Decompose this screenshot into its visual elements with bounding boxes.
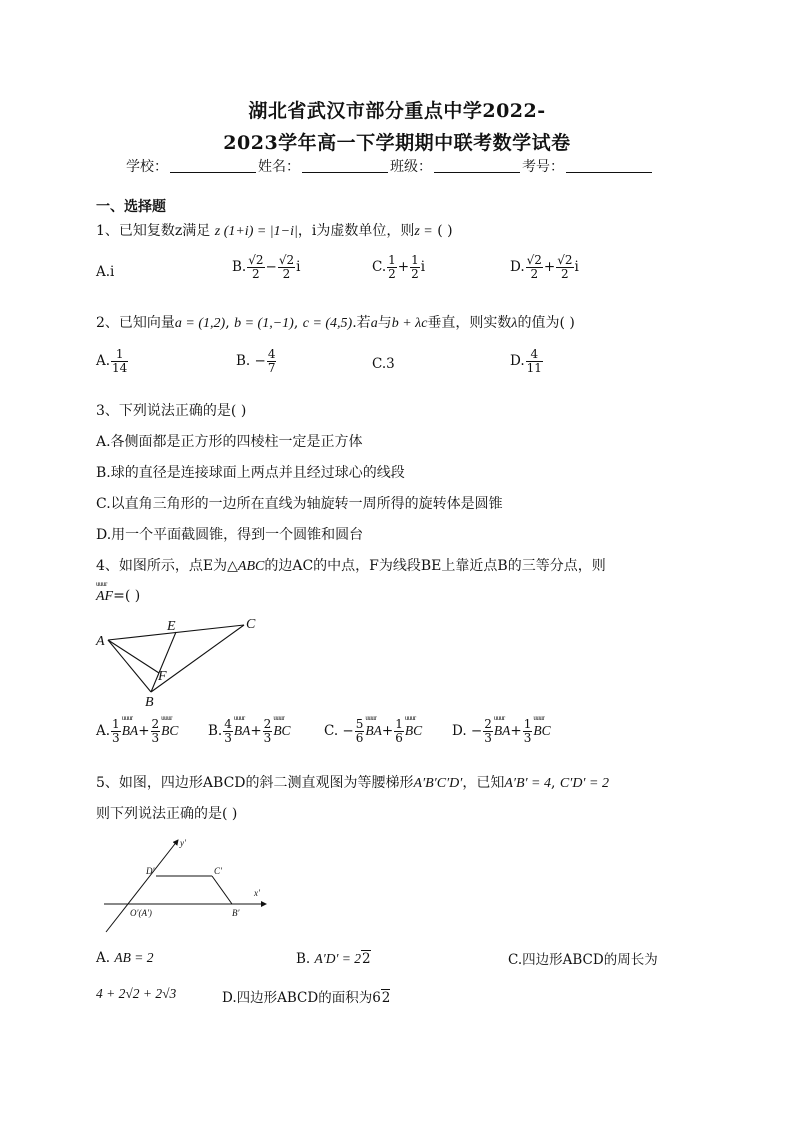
q1-paren: ( ): [437, 223, 453, 239]
q5-option-a[interactable]: [96, 950, 153, 966]
q2-text-c: 与: [377, 315, 392, 331]
label-d: D′: [146, 866, 155, 876]
q2-option-d-label: D.: [510, 353, 525, 369]
numerator: 1: [411, 253, 419, 267]
q4-stem: [96, 555, 606, 575]
numerator: √2: [248, 253, 264, 267]
q5-stem: 5、如图，四边形ABCD的斜二测直观图为等腰梯形A′B′C′D′，已知A′B′ = 4, C′D′ = 2: [96, 775, 609, 791]
q4-option-d[interactable]: [452, 718, 551, 745]
denominator: 2: [252, 267, 260, 281]
q3-option-c[interactable]: C.以直角三角形的一边所在直线为轴旋转一周所得的旋转体是圆锥: [96, 496, 503, 512]
q2-b-plus-lambda-c: b + λc: [391, 316, 428, 331]
title-line2: 2023学年高一下学期期中联考数学试卷: [223, 132, 571, 154]
q5-text-b: ，已知: [462, 775, 505, 791]
minus-sign: −: [265, 259, 277, 275]
vector-bc: uuur BC: [273, 723, 290, 739]
denominator: 3: [484, 731, 492, 745]
numerator: 4: [526, 348, 543, 362]
q5-perimeter-expr: 4 + 2√2 + 2√3: [96, 986, 177, 1001]
denominator: 3: [523, 731, 532, 745]
denominator: 2: [561, 267, 569, 281]
q4-option-a[interactable]: [96, 718, 178, 745]
q5-option-c-expr: [96, 986, 176, 1002]
q4-option-b[interactable]: [208, 718, 291, 745]
q2-option-a-label: A.: [96, 353, 111, 369]
q2-vector-c: c = (4,5): [302, 316, 353, 331]
q2-option-c[interactable]: C.3: [372, 356, 395, 372]
denominator: 6: [395, 731, 403, 745]
denominator: 3: [263, 731, 272, 745]
q4-stem-line2: [96, 588, 140, 605]
name-label: 姓名：: [258, 159, 300, 175]
q4-option-c-label: C. −: [324, 723, 354, 739]
q5-option-d[interactable]: [222, 986, 390, 1006]
q1-option-c[interactable]: [372, 254, 425, 281]
label-c: C: [246, 617, 256, 632]
q5-option-c[interactable]: C.四边形ABCD的周长为: [508, 952, 658, 968]
denominator: 14: [112, 361, 128, 375]
segment-af: [108, 640, 159, 673]
vector-ba: uuur BA: [234, 723, 251, 739]
q1-text-a: 1、已知复数z满足: [96, 223, 211, 239]
numerator: 1: [523, 717, 532, 731]
numerator: 4: [267, 347, 276, 361]
q1-option-d[interactable]: [510, 254, 579, 281]
q5-option-a-label: A.: [96, 950, 111, 966]
q2-text-b: .若: [352, 315, 371, 331]
y-axis: [106, 840, 178, 932]
q5-ab: A′B′ = 4: [504, 776, 552, 791]
q2-option-a[interactable]: [96, 348, 129, 375]
denominator: 2: [411, 267, 419, 281]
label-o: O′(A′): [130, 908, 152, 918]
edge-cb: [212, 876, 232, 904]
q2-stem: 2、已知向量a = (1,2), b = (1,−1), c = (4,5).若a与b + λc垂直，则实数λ的值为( ): [96, 315, 575, 331]
q4-text-a: 4、如图所示，点E为: [96, 558, 228, 574]
label-b: B: [145, 695, 154, 708]
q5-trapezoid: A′B′C′D′: [413, 776, 463, 791]
numerator: 5: [355, 717, 364, 731]
denominator: 2: [530, 267, 539, 281]
q4-text-c: =( ): [113, 588, 141, 604]
q2-text-d: 垂直，则实数: [427, 315, 512, 331]
label-f: F: [158, 669, 167, 684]
q4-text-b: 的边AC的中点，F为线段BE上靠近点B的三等分点，则: [264, 558, 606, 574]
vector-ba: uuur BA: [365, 723, 382, 739]
q2-option-b[interactable]: [236, 348, 277, 375]
class-label: 班级：: [390, 159, 432, 175]
numerator: 2: [263, 717, 272, 731]
vector-ba: uuur BA: [122, 723, 139, 739]
denominator: 11: [526, 361, 542, 375]
vector-ba: uuur BA: [494, 723, 511, 739]
vector-bc: uuur BC: [533, 723, 550, 739]
q5-trapezoid-figure: [100, 836, 272, 936]
q2-vector-a: a = (1,2): [174, 316, 226, 331]
q5-option-a-expr: AB = 2: [114, 950, 154, 965]
q4-vector-af: uuur AF: [96, 589, 113, 605]
numerator: 4: [224, 717, 232, 731]
label-x: x′: [254, 888, 260, 898]
name-field[interactable]: [302, 158, 388, 173]
q1-stem: [96, 220, 453, 240]
denominator: 3: [224, 731, 232, 745]
title-line1: 湖北省武汉市部分重点中学2022-: [248, 100, 546, 122]
denominator: 2: [282, 267, 291, 281]
q5-option-b[interactable]: [296, 950, 371, 967]
label-e: E: [167, 619, 176, 634]
q2-text-a: 2、已知向量: [96, 315, 175, 331]
plus-sign: +: [381, 723, 394, 739]
imag-unit: i: [420, 259, 426, 275]
denominator: 6: [355, 731, 364, 745]
plus-sign: +: [138, 723, 150, 739]
numerator: √2: [526, 253, 542, 267]
q4-option-c[interactable]: [324, 718, 422, 745]
q4-triangle-figure: [94, 612, 274, 708]
q3-option-a[interactable]: A.各侧面都是正方形的四棱柱一定是正方体: [96, 434, 363, 450]
school-field[interactable]: [170, 158, 256, 173]
school-label: 学校：: [126, 159, 168, 175]
q4-triangle: △ABC: [227, 559, 265, 574]
label-b: B′: [232, 908, 240, 918]
q1-text-b: ，i为虚数单位，则: [297, 223, 415, 239]
q2-lambda: λ: [511, 316, 518, 331]
q3-option-b[interactable]: B.球的直径是连接球面上两点并且经过球心的线段: [96, 465, 405, 481]
side-ab: [108, 640, 151, 692]
vector-bc: uuur BC: [161, 723, 178, 739]
q2-text-e: 的值为( ): [517, 315, 575, 331]
q5-option-b-expr: A′D′ = 2: [314, 951, 362, 966]
q2-option-b-label: B. −: [236, 353, 266, 369]
numerator: 1: [395, 717, 403, 731]
numerator: 2: [484, 717, 492, 731]
q1-option-c-label: C.: [372, 259, 387, 275]
label-a: A: [96, 634, 105, 649]
q2-option-d[interactable]: [510, 348, 544, 375]
q2-vector-b: b = (1,−1): [234, 316, 294, 331]
imag-unit: i: [574, 259, 579, 275]
denominator: 2: [388, 267, 396, 281]
q4-option-b-label: B.: [208, 723, 223, 739]
sqrt-radicand: 2: [362, 951, 371, 967]
q5-cd: C′D′ = 2: [559, 776, 609, 791]
sqrt-radicand: 2: [381, 990, 391, 1006]
q5-stem-line2: 则下列说法正确的是( ): [96, 806, 238, 822]
numerator: 2: [151, 717, 160, 731]
q4-option-a-label: A.: [96, 723, 111, 739]
numerator: √2: [278, 253, 295, 267]
q5-option-b-label: B.: [296, 951, 311, 967]
q1-expr: z =: [414, 224, 433, 239]
numerator: 1: [112, 717, 120, 731]
denominator: 3: [151, 731, 160, 745]
id-field[interactable]: [566, 158, 652, 173]
imag-unit: i: [296, 259, 301, 275]
id-label: 考号：: [522, 159, 564, 175]
q2-a: a: [370, 316, 378, 331]
info-line: [126, 156, 654, 176]
class-field[interactable]: [434, 158, 520, 173]
q1-option-a[interactable]: A.i: [96, 264, 115, 280]
plus-sign: +: [250, 723, 262, 739]
plus-sign: +: [510, 723, 522, 739]
q1-option-d-label: D.: [510, 259, 525, 275]
q4-option-d-label: D. −: [452, 723, 483, 739]
q1-option-b-label: B.: [232, 259, 247, 275]
q5-text-a: 5、如图，四边形ABCD的斜二测直观图为等腰梯形: [96, 775, 414, 791]
numerator: 1: [388, 253, 396, 267]
q1-equation: z (1+i) = |1−i|: [214, 224, 298, 239]
label-y: y′: [180, 838, 186, 848]
denominator: 7: [267, 361, 276, 375]
vector-bc: uuur BC: [405, 723, 422, 739]
plus-sign: +: [543, 259, 556, 275]
section-heading: 一、选择题: [96, 199, 166, 215]
label-c: C′: [214, 866, 222, 876]
q3-option-d[interactable]: D.用一个平面截圆锥，得到一个圆锥和圆台: [96, 527, 364, 543]
numerator: 1: [111, 348, 128, 362]
q1-option-b[interactable]: [232, 254, 300, 281]
numerator: √2: [557, 253, 573, 267]
plus-sign: +: [397, 259, 410, 275]
q5-option-d-text: D.四边形ABCD的面积为6: [222, 990, 381, 1006]
q3-stem: 3、下列说法正确的是( ): [96, 403, 247, 419]
denominator: 3: [112, 731, 120, 745]
